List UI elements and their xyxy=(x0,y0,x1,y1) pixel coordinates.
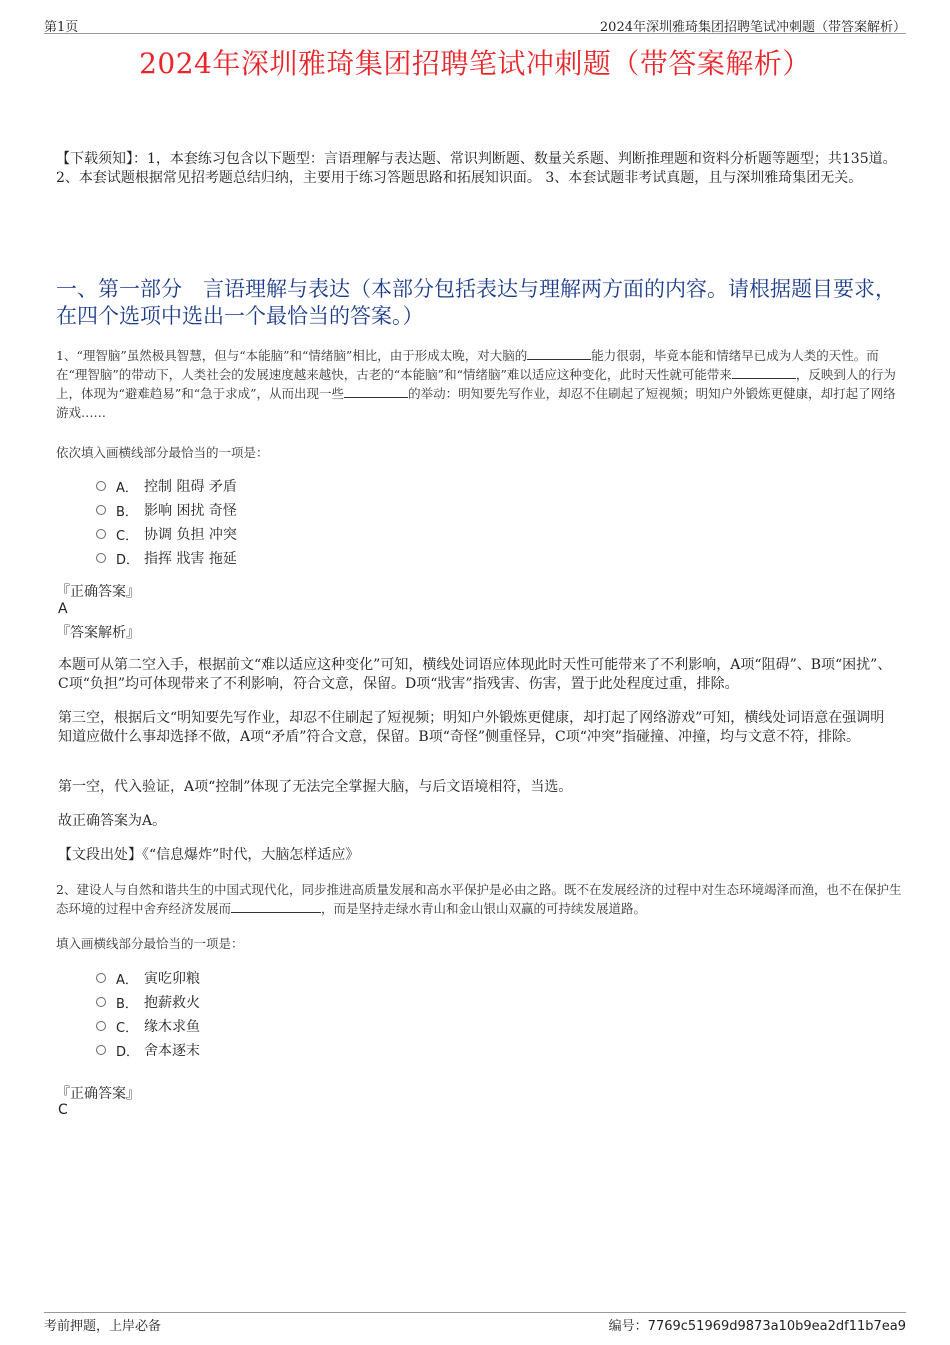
page-number: 第1页 xyxy=(44,20,79,35)
radio-icon[interactable] xyxy=(96,973,106,983)
analysis-paragraph: 第一空，代入验证，A项“控制”体现了无法完全掌握大脑，与后文语境相符，当选。 xyxy=(58,779,573,795)
answer-blank xyxy=(231,900,321,913)
question-1-prompt: 依次填入画横线部分最恰当的一项是： xyxy=(56,445,269,460)
option-d[interactable]: D． 舍本逐末 xyxy=(96,1038,200,1062)
question-2-options xyxy=(96,966,200,1062)
option-a[interactable]: A． 寅吃卯粮 xyxy=(96,966,200,990)
radio-icon[interactable] xyxy=(96,481,106,491)
question-1-options xyxy=(96,474,237,570)
analysis-paragraph: 第三空，根据后文“明知要先写作业，却忍不住刷起了短视频；明知户外锻炼更健康，却打起了网络游戏”可知，横线处词语意在强调明知道应做什么事却选择不做，A项“矛盾”符合文意，保留。B项“奇怪”侧重怪异，C项“冲突”指碰撞、冲撞，均与文意不符，排除。 xyxy=(58,710,885,745)
question-1-stem: 1、“理智脑”虽然极具智慧，但与“本能脑”和“情绪脑”相比，由于形成太晚，对大脑的 能力很弱，毕竟本能和情绪早已成为人类的天性。而在“理智脑”的带动下，人类社会的发展速度越来越快，古老的“本能脑”和“情绪脑”难以适应这种变化，此时天性就可能带来 ，反映到人的行为上，体现为“避难趋易”和“急于求成”，从而出现一些 的举动：明知要先写作业，却忍不住刷起了短视频；明知户外锻炼更健康，却打起了网络游戏…… xyxy=(56,348,896,420)
document-title: 2024年深圳雅琦集团招聘笔试冲刺题（带答案解析） xyxy=(139,47,811,80)
document-code: 编号：7769c51969d9873a10b9ea2df11b7ea9 xyxy=(608,1319,906,1334)
running-header-title: 2024年深圳雅琦集团招聘笔试冲刺题（带答案解析） xyxy=(599,20,906,35)
answer-blank xyxy=(527,347,591,360)
option-a[interactable]: A． 控制 阻碍 矛盾 xyxy=(96,474,237,498)
option-d[interactable]: D． 指挥 戕害 拖延 xyxy=(96,546,237,570)
correct-answer-label: 『正确答案』 xyxy=(56,1086,140,1102)
option-c[interactable]: C． 缘木求鱼 xyxy=(96,1014,200,1038)
radio-icon[interactable] xyxy=(96,553,106,563)
answer-blank xyxy=(344,385,408,398)
footer-slogan: 考前押题，上岸必备 xyxy=(44,1319,162,1334)
correct-answer: C xyxy=(58,1102,68,1118)
question-2-prompt: 填入画横线部分最恰当的一项是： xyxy=(56,936,244,951)
option-c[interactable]: C． 协调 负担 冲突 xyxy=(96,522,237,546)
question-2-stem: 2、建设人与自然和谐共生的中国式现代化，同步推进高质量发展和高水平保护是必由之路。既不在发展经济的过程中对生态环境竭泽而渔，也不在保护生态环境的过程中舍弃经济发展而 ，而是坚持走绿水青山和金山银山双赢的可持续发展道路。 xyxy=(56,882,902,916)
download-notice: 【下载须知】：1，本套练习包含以下题型：言语理解与表达题、常识判断题、数量关系题、判断推理题和资料分析题等题型；共135道。 2、本套试题根据常见招考题总结归纳，主要用于练习答题思路和拓展知识面。 3、本套试题非考试真题，且与深圳雅琦集团无关。 xyxy=(56,151,897,186)
radio-icon[interactable] xyxy=(96,529,106,539)
correct-answer-label: 『正确答案』 xyxy=(56,584,140,600)
analysis-conclusion: 故正确答案为A。 xyxy=(58,813,167,829)
footer-rule xyxy=(44,1312,906,1313)
option-b[interactable]: B． 抱薪救火 xyxy=(96,990,200,1014)
correct-answer: A xyxy=(58,601,68,617)
section-heading: 一、第一部分 言语理解与表达（本部分包括表达与理解两方面的内容。请根据题目要求，在四个选项中选出一个最恰当的答案。） xyxy=(56,277,896,328)
radio-icon[interactable] xyxy=(96,997,106,1007)
source-citation: 【文段出处】《“信息爆炸”时代，大脑怎样适应》 xyxy=(58,847,360,863)
header-rule xyxy=(44,33,906,34)
analysis-label: 『答案解析』 xyxy=(56,625,140,641)
analysis-paragraph: 本题可从第二空入手，根据前文“难以适应这种变化”可知，横线处词语应体现此时天性可能带来了不利影响，A项“阻碍”、B项“困扰”、C项“负担”均可体现带来了不利影响，符合文意，保留。D项“戕害”指残害、伤害，置于此处程度过重，排除。 xyxy=(58,657,892,692)
option-b[interactable]: B． 影响 困扰 奇怪 xyxy=(96,498,237,522)
radio-icon[interactable] xyxy=(96,505,106,515)
radio-icon[interactable] xyxy=(96,1045,106,1055)
radio-icon[interactable] xyxy=(96,1021,106,1031)
answer-blank xyxy=(732,366,796,379)
